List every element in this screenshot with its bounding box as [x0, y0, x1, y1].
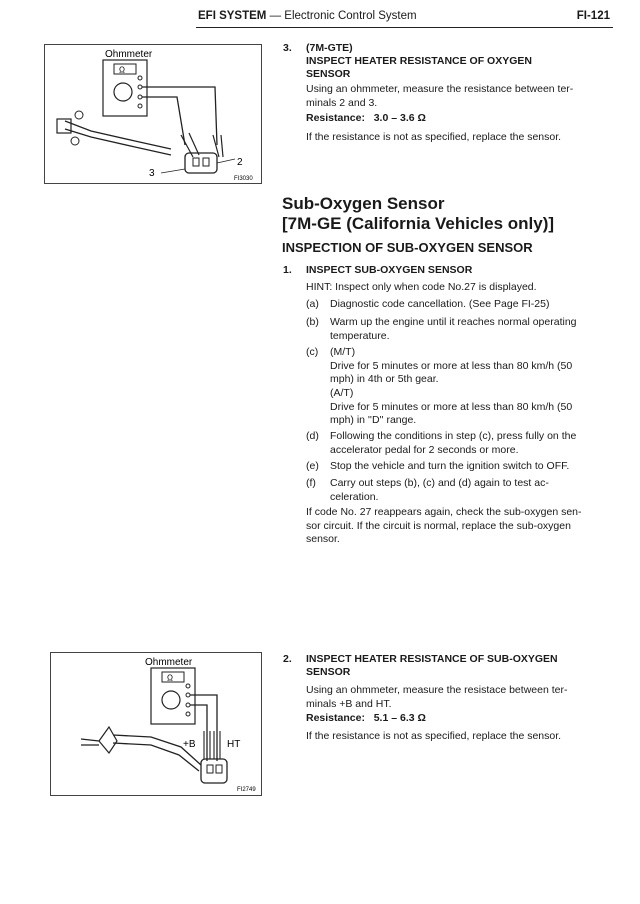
- item-label: (d): [306, 430, 319, 442]
- step-3-text-line: Using an ohmmeter, measure the resistance between ter-: [306, 83, 574, 95]
- conclusion-line: sor circuit. If the circuit is normal, replace the sub-oxygen: [306, 519, 571, 532]
- ohmmeter-display-icon: [114, 64, 136, 74]
- step-1-hint: HINT: Inspect only when code No.27 is displayed.: [306, 281, 537, 293]
- step-3-resistance: [306, 112, 426, 126]
- step-1-item-a: [306, 298, 606, 312]
- step-1-item-b: [306, 316, 606, 344]
- terminal-2-label: 2: [237, 157, 243, 168]
- step-3-number: 3.: [283, 42, 292, 54]
- item-text: Stop the vehicle and turn the ignition switch to OFF.: [330, 460, 570, 472]
- step-1-item-e: [306, 460, 606, 474]
- step-3-title-line: (7M-GTE): [306, 42, 353, 54]
- figure-code: FI2749: [237, 787, 256, 793]
- step-1-conclusion: [306, 506, 606, 547]
- item-label: (c): [306, 346, 319, 358]
- step-1-number: 1.: [283, 264, 292, 276]
- ohmmeter-dial-icon: [114, 83, 132, 101]
- step-2-title-line: INSPECT HEATER RESISTANCE OF SUB-OXYGEN: [306, 653, 558, 665]
- terminal-ht-label: HT: [227, 739, 241, 750]
- resistance-label: Resistance:: [306, 112, 365, 124]
- item-text: mph) in 4th or 5th gear.: [330, 373, 439, 385]
- step-1-item-f: [306, 477, 606, 505]
- figure-sub-oxygen-sensor-ohmmeter: [50, 652, 262, 796]
- resistance-label: Resistance:: [306, 712, 365, 724]
- step-2-title: [306, 653, 606, 679]
- item-text: Diagnostic code cancellation. (See Page FI-25): [330, 298, 550, 310]
- terminal-3-label: 3: [149, 168, 155, 179]
- item-text: mph) in ''D'' range.: [330, 414, 417, 426]
- step-2-text-line: Using an ohmmeter, measure the resistace between ter-: [306, 684, 568, 696]
- item-text: Drive for 5 minutes or more at less than 80 km/h (50: [330, 400, 573, 413]
- section-subtitle: INSPECTION OF SUB-OXYGEN SENSOR: [282, 240, 533, 255]
- item-label: (a): [306, 298, 319, 310]
- item-text: Following the conditions in step (c), press fully on the: [330, 430, 577, 442]
- ohmmeter-display-symbol: Ω: [167, 673, 173, 683]
- step-1-item-c-at: [306, 387, 606, 429]
- header-system: EFI SYSTEM: [198, 10, 267, 22]
- item-text: temperature.: [330, 329, 390, 342]
- item-text: (M/T): [330, 346, 356, 358]
- step-2-note: If the resistance is not as specified, replace the sensor.: [306, 730, 562, 742]
- ohmmeter-display-symbol: Ω: [119, 65, 125, 75]
- item-text: Drive for 5 minutes or more at less than 80 km/h (50: [330, 359, 573, 372]
- step-2-instructions: [306, 684, 606, 711]
- step-1-item-c: [306, 346, 606, 388]
- sub-oxygen-sensor-icon: [99, 727, 117, 753]
- header-rule: [196, 27, 613, 28]
- item-text: accelerator pedal for 2 seconds or more.: [330, 443, 519, 456]
- item-text: Carry out steps (b), (c) and (d) again to test ac-: [330, 477, 549, 489]
- step-1-title: INSPECT SUB-OXYGEN SENSOR: [306, 264, 473, 276]
- step-3-text-line: minals 2 and 3.: [306, 96, 378, 109]
- resistance-value: 3.0 – 3.6 Ω: [373, 112, 426, 124]
- section-title-line: Sub-Oxygen Sensor: [282, 194, 445, 213]
- page-number: FI-121: [576, 10, 610, 22]
- step-3-note: If the resistance is not as specified, replace the sensor.: [306, 131, 562, 143]
- sensor-connector-icon: [185, 153, 217, 173]
- figure-1-drawing: [45, 45, 261, 183]
- step-3-title: [306, 42, 606, 81]
- test-lead-1: [142, 87, 217, 145]
- step-2-resistance: [306, 712, 426, 726]
- item-text: Warm up the engine until it reaches normal operating: [330, 316, 577, 328]
- step-3-instructions: [306, 83, 606, 110]
- header-subtitle: Electronic Control System: [284, 10, 417, 22]
- section-title-line: [7M-GE (California Vehicles only)]: [282, 214, 555, 233]
- ohmmeter-label: Ohmmeter: [105, 49, 153, 60]
- ohmmeter-display-icon: [162, 672, 184, 682]
- figure-oxygen-sensor-ohmmeter: [44, 44, 262, 184]
- page-header: [198, 10, 610, 26]
- step-2-title-line: SENSOR: [306, 666, 351, 678]
- ohmmeter-label: Ohmmeter: [145, 657, 193, 668]
- header-separator: —: [269, 10, 282, 22]
- conclusion-line: sensor.: [306, 533, 340, 545]
- sensor-cable: [65, 121, 171, 149]
- step-3-title-line: SENSOR: [306, 68, 351, 80]
- oxygen-sensor-icon: [57, 119, 71, 133]
- item-text: celeration.: [330, 490, 379, 503]
- item-label: (e): [306, 460, 319, 472]
- item-label: (f): [306, 477, 316, 489]
- ohmmeter-dial-icon: [162, 691, 180, 709]
- step-1-item-d: [306, 430, 606, 458]
- section-title: [282, 194, 612, 234]
- conclusion-line: If code No. 27 reappears again, check the sub-oxygen sen-: [306, 506, 582, 518]
- item-text: (A/T): [330, 387, 354, 399]
- step-2-text-line: minals +B and HT.: [306, 697, 392, 710]
- step-2-number: 2.: [283, 653, 292, 665]
- figure-2-drawing: [51, 653, 261, 795]
- test-lead-2: [142, 97, 185, 145]
- item-label: (b): [306, 316, 319, 328]
- sensor-connector-icon: [201, 759, 227, 783]
- step-3-title-line: INSPECT HEATER RESISTANCE OF OXYGEN: [306, 55, 532, 67]
- resistance-value: 5.1 – 6.3 Ω: [373, 712, 426, 724]
- terminal-b-label: +B: [183, 739, 196, 750]
- figure-code: FI3030: [234, 176, 253, 182]
